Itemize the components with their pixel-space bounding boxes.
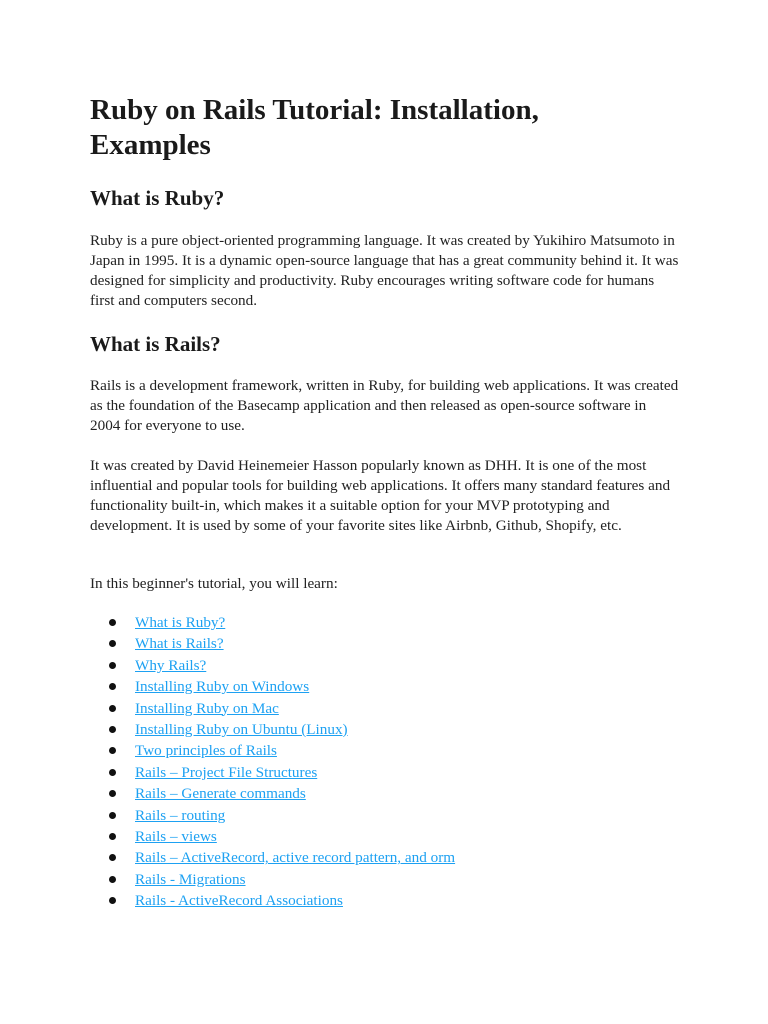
bullet-icon — [109, 833, 116, 840]
toc-item — [135, 805, 455, 826]
bullet-icon — [109, 897, 116, 904]
toc-item — [135, 740, 455, 761]
heading-what-is-rails: What is Rails? — [90, 332, 221, 356]
toc-link-project-file-structures[interactable]: Rails – Project File Structures — [135, 763, 318, 781]
toc-item — [135, 633, 455, 654]
toc-link-what-is-ruby[interactable]: What is Ruby? — [135, 614, 226, 631]
bullet-icon — [109, 876, 116, 883]
toc-item — [135, 719, 455, 740]
bullet-icon — [109, 747, 116, 754]
toc-link-two-principles[interactable]: Two principles of Rails — [135, 742, 277, 760]
heading-what-is-ruby: What is Ruby? — [90, 186, 225, 210]
table-of-contents — [90, 612, 455, 911]
bullet-icon — [109, 683, 116, 690]
toc-item — [135, 847, 455, 868]
bullet-icon — [109, 769, 116, 776]
toc-item — [135, 826, 455, 847]
toc-link-installing-mac[interactable]: Installing Ruby on Mac — [135, 699, 279, 717]
toc-link-generate-commands[interactable]: Rails – Generate commands — [135, 785, 306, 803]
toc-item — [135, 890, 455, 911]
toc-link-why-rails[interactable]: Why Rails? — [135, 656, 207, 674]
paragraph-rails-history: It was created by David Heinemeier Hasson popularly known as DHH. It is one of the most influential and popular tools for building web applications. It offers many standard features and functionality built-in, which makes it a suitable option for your MVP prototyping and development. It is used by some of your favorite sites like Airbnb, Github, Shopify, etc. — [90, 457, 671, 534]
toc-link-views[interactable]: Rails – views — [135, 827, 217, 845]
bullet-icon — [109, 854, 116, 861]
bullet-icon — [109, 662, 116, 669]
toc-item — [135, 762, 455, 783]
paragraph-tutorial-intro: In this beginner's tutorial, you will learn: — [90, 575, 338, 592]
toc-link-installing-windows[interactable]: Installing Ruby on Windows — [135, 678, 310, 696]
bullet-icon — [109, 812, 116, 819]
toc-item — [135, 655, 455, 676]
toc-item — [135, 698, 455, 719]
toc-link-installing-ubuntu[interactable]: Installing Ruby on Ubuntu (Linux) — [135, 720, 348, 738]
bullet-icon — [109, 726, 116, 733]
bullet-icon — [109, 705, 116, 712]
toc-item — [135, 676, 455, 697]
toc-link-migrations[interactable]: Rails - Migrations — [135, 870, 246, 888]
paragraph-rails-description: Rails is a development framework, written in Ruby, for building web applications. It was created as the foundation of the Basecamp application and then released as open-source software in 2004 for everyone to use. — [90, 377, 679, 434]
bullet-icon — [109, 619, 116, 626]
toc-item — [135, 869, 455, 890]
toc-link-what-is-rails[interactable]: What is Rails? — [135, 635, 224, 653]
toc-item — [135, 612, 455, 633]
paragraph-ruby-description: Ruby is a pure object-oriented programming language. It was created by Yukihiro Matsumoto in Japan in 1995. It is a dynamic open-source language that has a great community behind it. It was designed for simplicity and productivity. Ruby encourages writing software code for humans first and computers second. — [90, 232, 679, 309]
toc-link-activerecord[interactable]: Rails – ActiveRecord, active record pattern, and orm — [135, 849, 456, 867]
toc-link-activerecord-associations[interactable]: Rails - ActiveRecord Associations — [135, 892, 343, 910]
bullet-icon — [109, 790, 116, 797]
page-title: Ruby on Rails Tutorial: Installation, Examples — [90, 94, 539, 161]
toc-link-routing[interactable]: Rails – routing — [135, 806, 226, 824]
toc-item — [135, 783, 455, 804]
bullet-icon — [109, 640, 116, 647]
